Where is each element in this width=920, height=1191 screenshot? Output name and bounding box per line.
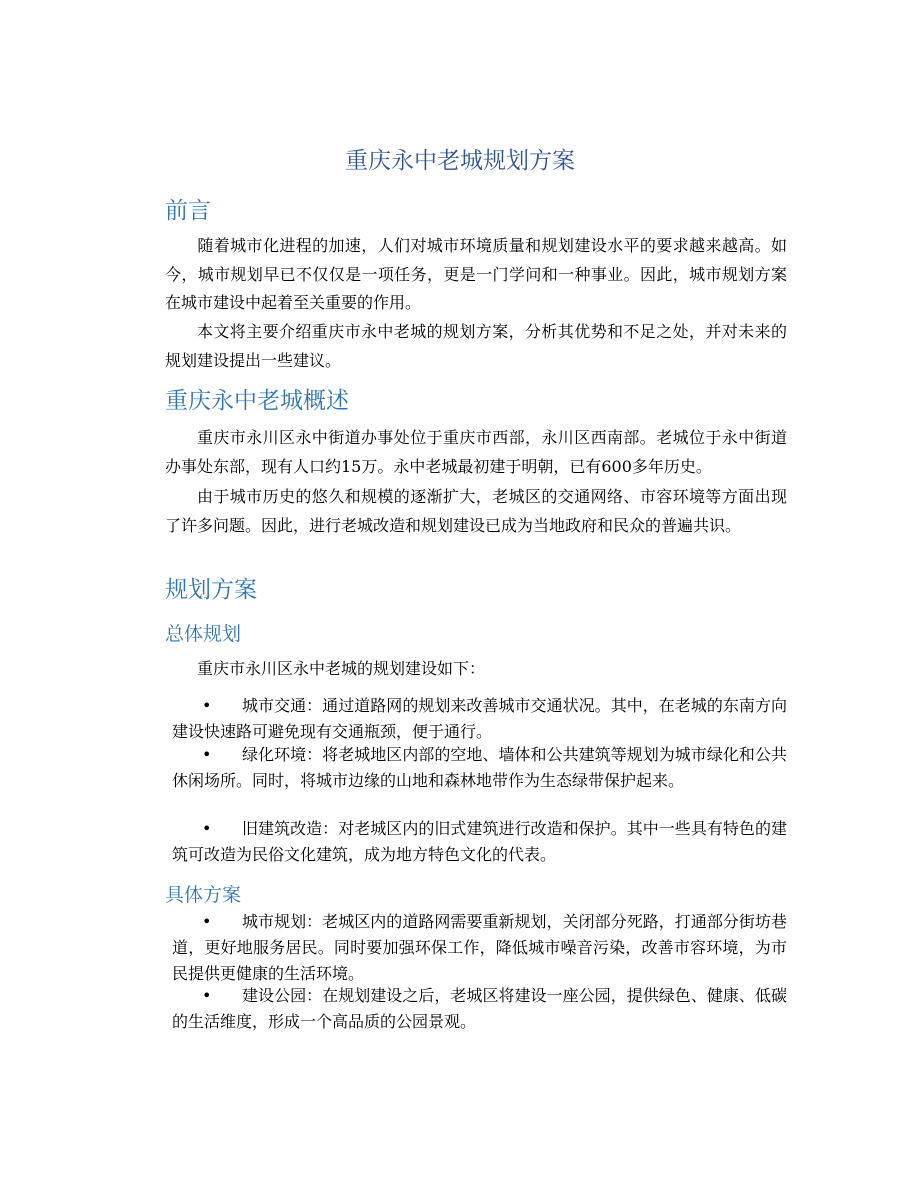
- paragraph: 重庆市永川区永中老城的规划建设如下：: [197, 659, 486, 678]
- list-item: • 绿化环境：将老城地区内部的空地、墙体和公共建筑等规划为城市绿化和公共休闲场所。同时，将城市边缘的山地和森林地带作为生态绿带保护起来。: [172, 742, 787, 794]
- paragraph: 由于城市历史的悠久和规模的逐渐扩大，老城区的交通网络、市容环境等方面出现了许多问题。因此，进行老城改造和规划建设已成为当地政府和民众的普遍共识。: [165, 487, 787, 535]
- list-item: • 城市规划：老城区内的道路网需要重新规划，关闭部分死路，打通部分街坊巷道，更好地服务居民。同时要加强环保工作，降低城市噪音污染，改善市容环境，为市民提供更健康的生活环境。: [172, 909, 787, 987]
- list-item: • 城市交通：通过道路网的规划来改善城市交通状况。其中，在老城的东南方向建设快速路可避免现有交通瓶颈，便于通行。: [172, 693, 787, 745]
- bullet-icon: •: [202, 912, 212, 931]
- heading-overall-plan: 总体规划: [165, 623, 242, 645]
- bullet-icon: •: [202, 986, 212, 1005]
- paragraph: 随着城市化进程的加速，人们对城市环境质量和规划建设水平的要求越来越高。如今，城市规划早已不仅仅是一项任务，更是一门学问和一种事业。因此，城市规划方案在城市建设中起着至关重要的作用。: [165, 236, 787, 312]
- heading-overview: 重庆永中老城概述: [165, 388, 349, 414]
- paragraph: 重庆市永川区永中街道办事处位于重庆市西部，永川区西南部。老城位于永中街道办事处东部，现有人口约15万。永中老城最初建于明朝，已有600多年历史。: [165, 428, 787, 476]
- bullet-icon: •: [202, 696, 212, 715]
- heading-specific-plan: 具体方案: [165, 884, 242, 906]
- document-title: 重庆永中老城规划方案: [345, 148, 575, 174]
- list-item: • 旧建筑改造：对老城区内的旧式建筑进行改造和保护。其中一些具有特色的建筑可改造为民俗文化建筑，成为地方特色文化的代表。: [172, 816, 787, 868]
- bullet-icon: •: [202, 745, 212, 764]
- heading-preface: 前言: [165, 198, 211, 224]
- paragraph: 本文将主要介绍重庆市永中老城的规划方案，分析其优势和不足之处，并对未来的规划建设提出一些建议。: [165, 322, 787, 370]
- heading-plan: 规划方案: [165, 577, 257, 603]
- bullet-icon: •: [202, 819, 212, 838]
- list-item: • 建设公园：在规划建设之后，老城区将建设一座公园，提供绿色、健康、低碳的生活维度，形成一个高品质的公园景观。: [172, 983, 787, 1035]
